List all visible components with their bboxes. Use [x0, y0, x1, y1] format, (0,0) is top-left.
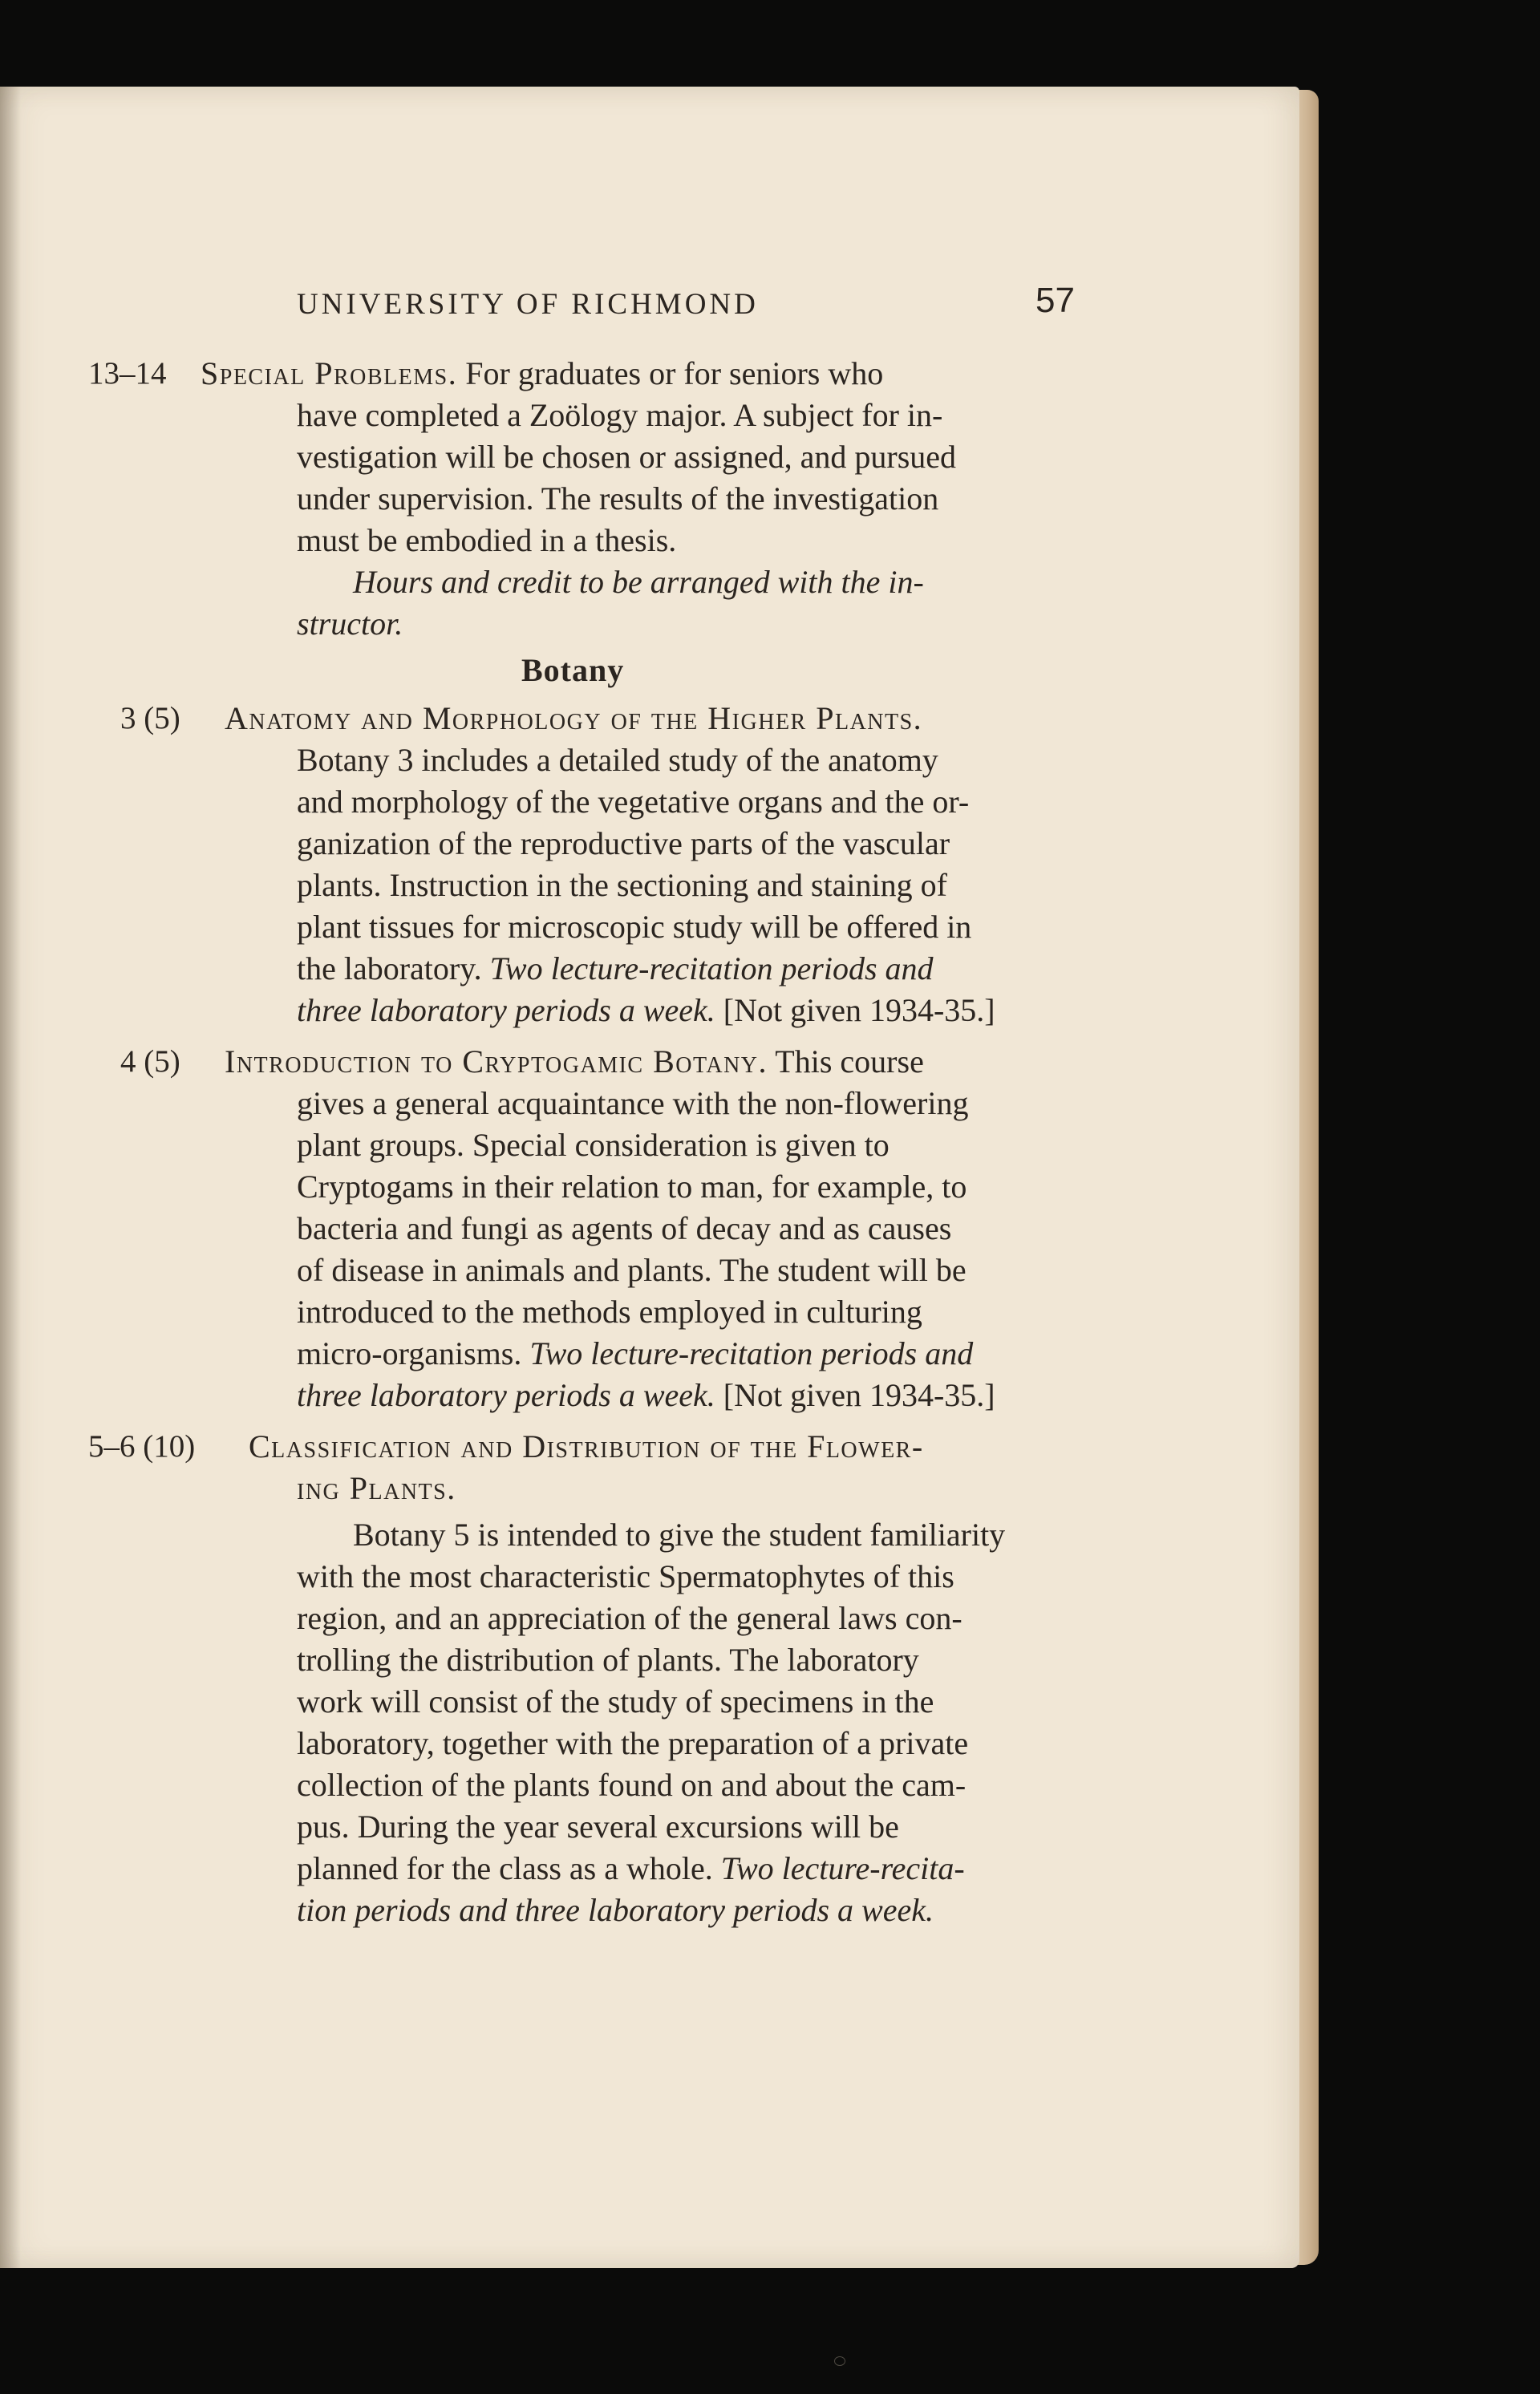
spine-shadow [0, 87, 21, 2268]
text-plain: [Not given 1934-35.] [715, 992, 995, 1028]
text-line: with the most characteristic Spermatophytes of this [297, 1558, 954, 1594]
text-italic: three laboratory periods a week. [297, 1377, 715, 1413]
text-line [297, 1375, 1083, 1416]
text-line: ganization of the reproductive parts of the vascular [297, 825, 950, 861]
text-plain: planned for the class as a whole. [297, 1850, 721, 1886]
text-line: laboratory, together with the preparation of a private [297, 1725, 969, 1761]
course-description [297, 1083, 1083, 1416]
text-line: plants. Instruction in the sectioning and staining of [297, 867, 947, 903]
page-blemish [834, 2356, 845, 2366]
course-description [297, 739, 1083, 1031]
text-line: vestigation will be chosen or assigned, and pursued [297, 439, 957, 475]
text-line: must be embodied in a thesis. [297, 522, 677, 558]
course-title: Classification and Distribution of the Flower- [249, 1428, 924, 1464]
course-title: Anatomy and Morphology of the Higher Plants. [225, 700, 923, 736]
text-line: Hours and credit to be arranged with the in- [353, 564, 924, 600]
running-head [297, 281, 1075, 326]
text-line: plant groups. Special consideration is given to [297, 1127, 890, 1163]
text-line [297, 948, 1083, 990]
course-number: 13–14 [88, 356, 167, 391]
text-line: bacteria and fungi as agents of decay and as causes [297, 1210, 952, 1246]
course-text: For graduates or for seniors who [465, 355, 884, 391]
course-number: 5–6 (10) [88, 1429, 196, 1464]
text-line: and morphology of the vegetative organs and the or- [297, 784, 970, 820]
course-title-line [201, 353, 1083, 395]
text-line: region, and an appreciation of the general laws con- [297, 1600, 962, 1636]
text-plain: [Not given 1934-35.] [715, 1377, 995, 1413]
running-title: UNIVERSITY OF RICHMOND [297, 288, 759, 321]
course-text: This course [768, 1043, 924, 1080]
course-description [297, 395, 1083, 645]
text-line: tion periods and three laboratory periods a week. [297, 1892, 934, 1928]
course-title: Introduction to Cryptogamic Botany. [225, 1043, 768, 1080]
text-line: pus. During the year several excursions will be [297, 1809, 899, 1845]
course-title-line [225, 698, 922, 739]
course-title-line [297, 1468, 456, 1509]
course-title: Special Problems. [201, 355, 458, 391]
text-line: introduced to the methods employed in culturing [297, 1294, 922, 1330]
course-title: ing Plants. [297, 1470, 456, 1506]
text-plain: the laboratory. [297, 950, 490, 986]
text-line [297, 1848, 1083, 1890]
text-italic: Two lecture-recitation periods and [489, 950, 934, 986]
text-plain: micro-organisms. [297, 1335, 530, 1371]
course-description [297, 1514, 1083, 1931]
text-line: structor. [297, 606, 403, 642]
text-line [297, 990, 1083, 1031]
section-heading: Botany [521, 652, 625, 688]
text-line: work will consist of the study of specimens in the [297, 1683, 934, 1720]
course-number: 4 (5) [120, 1044, 180, 1079]
text-line: collection of the plants found on and about the cam- [297, 1767, 967, 1803]
text-line: have completed a Zoölogy major. A subject for in- [297, 397, 943, 433]
text-italic: Two lecture-recita- [720, 1850, 965, 1886]
text-line: plant tissues for microscopic study will be offered in [297, 909, 972, 945]
course-number: 3 (5) [120, 701, 180, 735]
page-number: 57 [1035, 281, 1075, 320]
text-line: trolling the distribution of plants. The laboratory [297, 1642, 919, 1678]
text-line: of disease in animals and plants. The student will be [297, 1252, 967, 1288]
text-line: gives a general acquaintance with the non-flowering [297, 1085, 969, 1121]
text-line: Botany 3 includes a detailed study of the anatomy [297, 742, 938, 778]
text-line [297, 1333, 1083, 1375]
text-line: Botany 5 is intended to give the student familiarity [353, 1517, 1006, 1553]
text-italic: three laboratory periods a week. [297, 992, 715, 1028]
text-italic: Two lecture-recitation periods and [529, 1335, 974, 1371]
text-line: under supervision. The results of the investigation [297, 480, 939, 516]
text-line: Cryptogams in their relation to man, for example, to [297, 1169, 967, 1205]
course-title-line [225, 1041, 924, 1083]
course-title-line [249, 1426, 924, 1468]
